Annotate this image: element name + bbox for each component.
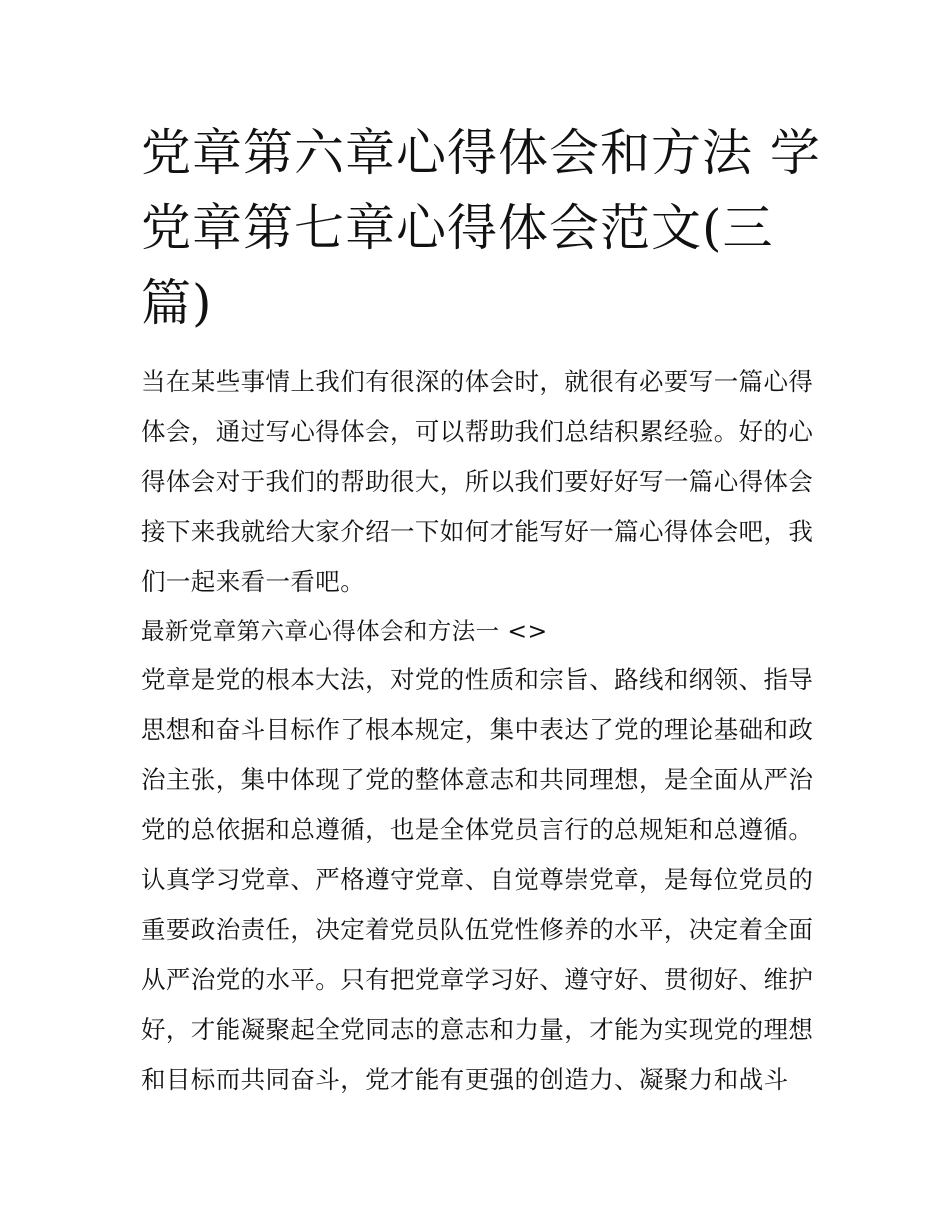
title-line: 党章第七章心得体会范文(三 [141,199,774,257]
section-line: 治主张，集中体现了党的整体意志和共同理想，是全面从严治 [141,765,814,794]
section-line: 认真学习党章、严格遵守党章、自觉尊崇党章，是每位党员的 [141,865,814,894]
section-line: 党章是党的根本大法，对党的性质和宗旨、路线和纲领、指导 [141,665,814,694]
section-line: 好，才能凝聚起全党同志的意志和力量，才能为实现党的理想 [141,1015,814,1044]
intro-line: 当在某些事情上我们有很深的体会时，就很有必要写一篇心得 [141,367,814,396]
section-line: 和目标而共同奋斗，党才能有更强的创造力、凝聚力和战斗 [141,1065,789,1094]
section-subheading: 最新党章第六章心得体会和方法一 <> [141,617,548,645]
intro-line: 接下来我就给大家介绍一下如何才能写好一篇心得体会吧，我 [141,517,814,546]
document-title [141,116,821,341]
intro-line: 得体会对于我们的帮助很大，所以我们要好好写一篇心得体会 [141,467,814,496]
intro-line: 们一起来看一看吧。 [141,567,366,596]
section-line: 从严治党的水平。只有把党章学习好、遵守好、贯彻好、维护 [141,965,814,994]
section-line: 思想和奋斗目标作了根本规定，集中表达了党的理论基础和政 [141,715,814,744]
title-line: 党章第六章心得体会和方法 学 [141,124,821,182]
section-line: 党的总依据和总遵循，也是全体党员言行的总规矩和总遵循。 [141,815,814,844]
section-line: 重要政治责任，决定着党员队伍党性修养的水平，决定着全面 [141,915,814,944]
title-line: 篇) [141,274,213,332]
document-body [141,357,821,1105]
intro-line: 体会，通过写心得体会，可以帮助我们总结积累经验。好的心 [141,417,814,446]
